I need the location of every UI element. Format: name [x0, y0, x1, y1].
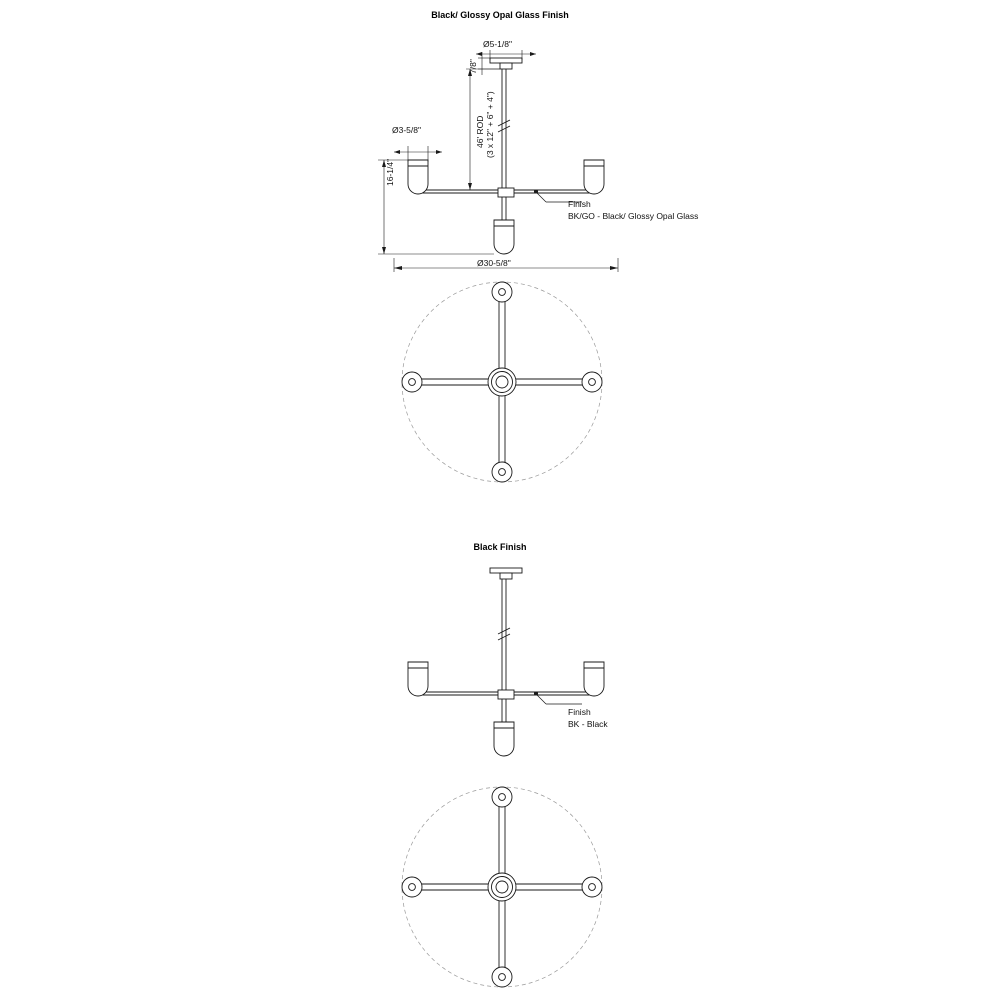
finish-callout-value-2: BK - Black — [568, 719, 608, 729]
finish-callout-heading-1: Finish — [568, 199, 591, 209]
view-2-elevation — [370, 555, 650, 770]
dim-fixture-height-1: 16-1/4" — [385, 158, 395, 186]
dim-shade-diameter-1: Ø3-5/8" — [392, 125, 422, 135]
dim-canopy-height-1: 7/8" — [468, 59, 478, 74]
view-2-title: Black Finish — [473, 542, 527, 552]
dim-overall-diameter-1: Ø30-5/8" — [477, 258, 511, 268]
dim-rod-length-1: 46' ROD — [475, 115, 485, 148]
finish-callout-heading-2: Finish — [568, 707, 591, 717]
view-2-plan — [395, 785, 615, 1000]
dim-canopy-diameter-1: Ø5-1/8" — [483, 39, 513, 49]
view-1-elevation — [370, 40, 650, 280]
dim-rod-breakdown-1: (3 x 12" + 6" + 4") — [485, 91, 495, 158]
view-1-title: Black/ Glossy Opal Glass Finish — [431, 10, 569, 20]
finish-callout-value-1: BK/GO - Black/ Glossy Opal Glass — [568, 211, 699, 221]
view-1-plan — [395, 280, 615, 495]
